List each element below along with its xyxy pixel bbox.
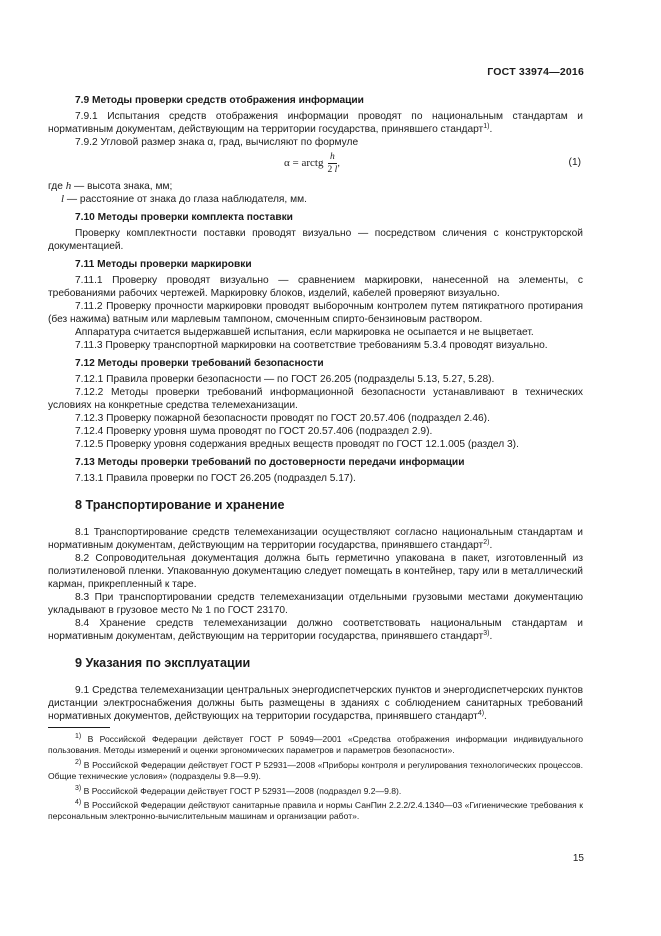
where-line-l (48, 193, 583, 206)
footnote-ref-2: 2) (483, 539, 490, 546)
symbol-l: l (61, 193, 65, 205)
footnote-ref-3: 3) (483, 630, 490, 637)
paragraph-7-13-1: 7.13.1 Правила проверки по ГОСТ 26.205 (подраздел 5.17). (75, 473, 356, 484)
footnote-mark: 1) (75, 733, 82, 740)
formula-fraction (327, 152, 337, 175)
subsection-title-7-10: 7.10 Методы проверки комплекта поставки (75, 212, 293, 223)
subsection-title-7-12: 7.12 Методы проверки требований безопасности (75, 358, 324, 369)
paragraph-8-3: 8.3 При транспортировании средств телемеханизации отдельными грузовыми местами документацию укладывают в грузовое место № 1 по ГОСТ 23170. (48, 592, 583, 616)
section-title-8: 8 Транспортирование и хранение (75, 498, 285, 512)
formula-lhs: α = arctg (284, 157, 324, 169)
paragraph-7-12-5: 7.12.5 Проверку уровня содержания вредных веществ проводят по ГОСТ 12.1.005 (раздел 3). (75, 439, 519, 450)
paragraph-7-12-1: 7.12.1 Правила проверки безопасности — по ГОСТ 26.205 (подразделы 5.13, 5.27, 5.28). (75, 374, 495, 385)
formula-numerator: h (329, 152, 335, 162)
paragraph-end: . (489, 540, 493, 551)
footnote-text: В Российской Федерации действует ГОСТ Р 50949—2001 «Средства отображения информации индивидуального пользования. Методы измерений и оценки эргономических параметров и параметров безопасности». (48, 734, 583, 756)
paragraph-text: 7.9.1 Испытания средств отображения информации проводят по национальным стандартам и нормативным документам, действующим на территории государства, принявшего стандарт (48, 111, 583, 135)
paragraph-7-11-3: 7.11.3 Проверку транспортной маркировки на соответствие требованиям 5.3.4 проводят визуально. (75, 340, 548, 351)
where-l-text: — расстояние от знака до глаза наблюдателя, мм. (64, 194, 307, 205)
subsection-title-7-9: 7.9 Методы проверки средств отображения информации (75, 95, 364, 106)
footnote-separator (48, 727, 110, 728)
footnote-mark: 4) (75, 799, 82, 807)
paragraph-9-1 (48, 684, 583, 723)
page-number: 15 (572, 853, 584, 864)
paragraph-end: . (489, 124, 493, 135)
section-title-9: 9 Указания по эксплуатации (75, 656, 251, 670)
paragraph-8-2: 8.2 Сопроводительная документация должна быть герметично упакована в пакет, изготовленный из полиэтиленовой пленки. Упакованную документацию следует помещать в контейнер, тару или в металлический карман, прикрепленный к таре. (48, 553, 583, 590)
where-line-h (48, 180, 583, 193)
paragraph-7-9-2: 7.9.2 Угловой размер знака α, град, вычисляют по формуле (75, 137, 359, 148)
footnote-text: В Российской Федерации действует ГОСТ Р 52931—2008 (подраздел 9.2—9.8). (81, 785, 402, 796)
equation-number: (1) (568, 157, 581, 168)
paragraph-8-1 (48, 526, 583, 552)
formula-tail: , (337, 158, 341, 169)
subsection-title-7-13: 7.13 Методы проверки требований по достоверности передачи информации (75, 457, 465, 468)
formula-den-number: 2 (327, 165, 333, 175)
footnote-mark: 2) (75, 758, 82, 766)
paragraph-8-4 (48, 617, 583, 643)
paragraph-7-11-2: 7.11.2 Проверку прочности маркировки проводят выборочным контролем путем пятикратного протирания (без нажима) ватным или марлевым тампоном, смоченным спирто-бензиновым раствором. (48, 301, 583, 325)
page-content (48, 94, 583, 826)
paragraph-7-11-1: 7.11.1 Проверку проводят визуально — сравнением маркировки, нанесенной на элементы, с требованиями рабочих чертежей. Маркировку блоков, изделий, кабелей проверяют визуально. (48, 275, 583, 299)
paragraph-text: 8.1 Транспортирование средств телемеханизации осуществляют согласно национальным стандартам и нормативным документам, действующим на территории государства, принявшего стандарт (48, 527, 583, 551)
formula (284, 152, 340, 175)
footnote-ref-1: 1) (483, 123, 490, 130)
paragraph-end: . (489, 631, 493, 642)
formula-denominator (327, 164, 337, 175)
footnote-mark: 3) (75, 784, 82, 792)
footnote-ref-4: 4) (477, 710, 485, 717)
paragraph-text: 8.4 Хранение средств телемеханизации должно соответствовать национальным стандартам и нормативным документам, действующим на территории государства, принявшего стандарт (48, 618, 583, 642)
footnote-2 (48, 760, 583, 783)
paragraph-7-10: Проверку комплектности поставки проводят визуально — посредством сличения с конструкторской документацией. (48, 228, 583, 252)
subsection-title-7-11: 7.11 Методы проверки маркировки (75, 259, 252, 270)
footnote-text: В Российской Федерации действует ГОСТ Р 52931—2008 «Приборы контроля и регулирования технологических процессов. Общие технические условия» (подразделы 9.8—9.9). (48, 759, 583, 782)
footnote-4 (48, 800, 583, 823)
formula-row (48, 150, 583, 176)
formula-den-symbol: l (334, 165, 338, 175)
paragraph-text: 9.1 Средства телемеханизации центральных энергодиспетчерских пунктов и энергодиспетчерских пунктов дистанции электроснабжения должны быть размещены в зданиях с соблюдением санитарных требований нормативных документов, действующих на территории государства, принявшего стандарт (48, 685, 583, 722)
footnote-3 (48, 786, 583, 797)
paragraph-7-12-2: 7.12.2 Методы проверки требований информационной безопасности устанавливают в технических условиях на конкретные средства телемеханизации. (48, 387, 583, 411)
paragraph-7-11-2-cont: Аппаратура считается выдержавшей испытания, если маркировка не осыпается и не выцветает. (75, 327, 534, 338)
paragraph-end: . (484, 711, 487, 722)
footnote-text: В Российской Федерации действуют санитарные правила и нормы СанПин 2.2.2/2.4.1340—03 «Гигиенические требования к персональным электронно-вычислительным машинам и организации работ». (48, 800, 583, 822)
paragraph-7-12-3: 7.12.3 Проверку пожарной безопасности проводят по ГОСТ 20.57.406 (подраздел 2.46). (75, 413, 490, 424)
paragraph-7-12-4: 7.12.4 Проверку уровня шума проводят по ГОСТ 20.57.406 (подраздел 2.9). (75, 426, 433, 437)
symbol-h: h (65, 180, 72, 192)
where-word: где (48, 181, 63, 192)
paragraph-7-9-1 (48, 110, 583, 136)
where-h-text: — высота знака, мм; (71, 181, 173, 192)
document-id-header: ГОСТ 33974—2016 (487, 66, 584, 78)
footnote-1 (48, 734, 583, 757)
